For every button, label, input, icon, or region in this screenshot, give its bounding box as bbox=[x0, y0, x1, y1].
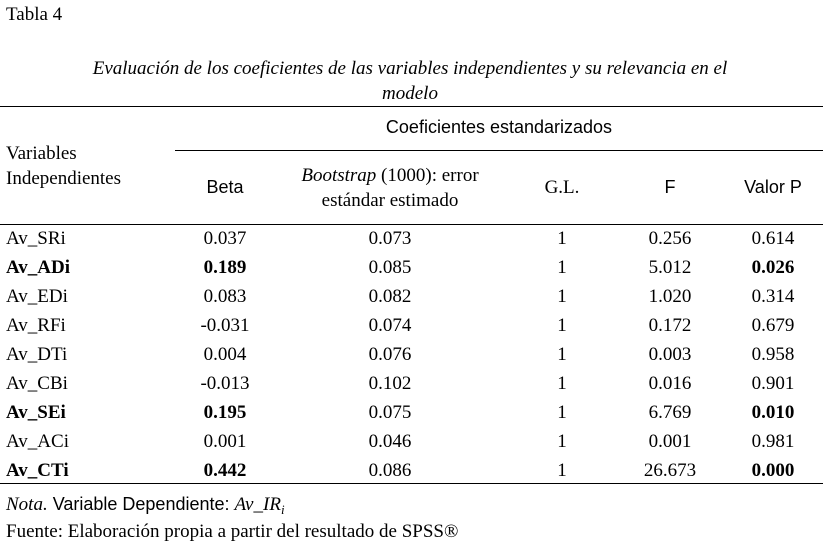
cell-se: 0.102 bbox=[368, 373, 412, 394]
header-bootstrap-rest: (1000): error bbox=[376, 165, 479, 186]
table-row bbox=[0, 458, 823, 487]
cell-beta: 0.195 bbox=[203, 402, 247, 423]
cell-beta: 0.189 bbox=[203, 257, 247, 278]
cell-gl: 1 bbox=[557, 402, 567, 423]
cell-f: 0.016 bbox=[648, 373, 692, 394]
cell-f: 0.172 bbox=[648, 315, 692, 336]
group-rule bbox=[175, 150, 823, 151]
cell-gl: 1 bbox=[557, 373, 567, 394]
cell-f: 26.673 bbox=[643, 460, 697, 481]
caption-line-1: Evaluación de los coeficientes de las variables independientes y su relevancia en el bbox=[92, 58, 728, 79]
cell-beta: 0.001 bbox=[203, 431, 247, 452]
note-label: Nota. bbox=[6, 494, 48, 515]
header-p: Valor P bbox=[744, 177, 802, 197]
table-row bbox=[0, 342, 823, 371]
cell-variable: Av_CBi bbox=[6, 373, 68, 394]
cell-f: 6.769 bbox=[648, 402, 692, 423]
cell-f: 0.001 bbox=[648, 431, 692, 452]
cell-gl: 1 bbox=[557, 460, 567, 481]
cell-se: 0.086 bbox=[368, 460, 412, 481]
cell-se: 0.073 bbox=[368, 228, 412, 249]
cell-f: 0.256 bbox=[648, 228, 692, 249]
cell-se: 0.046 bbox=[368, 431, 412, 452]
cell-se: 0.082 bbox=[368, 286, 412, 307]
note-dependent-variable: Av_IR bbox=[234, 494, 281, 515]
table-row bbox=[0, 284, 823, 313]
cell-beta: 0.442 bbox=[203, 460, 247, 481]
cell-gl: 1 bbox=[557, 257, 567, 278]
cell-f: 0.003 bbox=[648, 344, 692, 365]
cell-variable: Av_CTi bbox=[6, 460, 69, 481]
cell-gl: 1 bbox=[557, 286, 567, 307]
cell-p: 0.314 bbox=[751, 286, 795, 307]
cell-beta: -0.013 bbox=[200, 373, 250, 394]
table-row bbox=[0, 400, 823, 429]
cell-p: 0.010 bbox=[751, 402, 795, 423]
header-bootstrap-line2: estándar estimado bbox=[321, 190, 459, 211]
header-variables-line2: Independientes bbox=[6, 168, 122, 189]
cell-p: 0.901 bbox=[751, 373, 795, 394]
cell-p: 0.026 bbox=[751, 257, 795, 278]
cell-p: 0.614 bbox=[751, 228, 795, 249]
cell-variable: Av_EDi bbox=[6, 286, 68, 307]
cell-gl: 1 bbox=[557, 431, 567, 452]
top-rule bbox=[0, 106, 823, 107]
cell-beta: 0.004 bbox=[203, 344, 247, 365]
cell-p: 0.679 bbox=[751, 315, 795, 336]
caption-line-2: modelo bbox=[382, 83, 438, 104]
table-label: Tabla 4 bbox=[6, 4, 63, 25]
header-bootstrap bbox=[270, 163, 510, 213]
cell-p: 0.000 bbox=[751, 460, 795, 481]
cell-p: 0.958 bbox=[751, 344, 795, 365]
table-row bbox=[0, 371, 823, 400]
header-f: F bbox=[664, 177, 676, 197]
cell-variable: Av_ACi bbox=[6, 431, 69, 452]
table-source: Fuente: Elaboración propia a partir del resultado de SPSS® bbox=[6, 521, 459, 542]
table-row bbox=[0, 429, 823, 458]
table-row bbox=[0, 226, 823, 255]
header-variables bbox=[6, 141, 121, 191]
header-variables-line1: Variables bbox=[6, 143, 77, 164]
cell-beta: -0.031 bbox=[200, 315, 250, 336]
header-bootstrap-italic: Bootstrap bbox=[301, 165, 377, 186]
cell-variable: Av_RFi bbox=[6, 315, 66, 336]
cell-gl: 1 bbox=[557, 228, 567, 249]
table-row bbox=[0, 313, 823, 342]
cell-beta: 0.037 bbox=[203, 228, 247, 249]
header-gl: G.L. bbox=[544, 177, 580, 198]
cell-variable: Av_SEi bbox=[6, 402, 66, 423]
header-bootstrap-line1 bbox=[270, 163, 510, 188]
header-group: Coeficientes estandarizados bbox=[385, 117, 613, 137]
cell-se: 0.085 bbox=[368, 257, 412, 278]
cell-variable: Av_SRi bbox=[6, 228, 66, 249]
cell-gl: 1 bbox=[557, 344, 567, 365]
note-dependent-variable-subscript: i bbox=[280, 502, 285, 517]
cell-variable: Av_DTi bbox=[6, 344, 68, 365]
cell-se: 0.074 bbox=[368, 315, 412, 336]
cell-p: 0.981 bbox=[751, 431, 795, 452]
header-rule bbox=[0, 224, 823, 225]
cell-se: 0.076 bbox=[368, 344, 412, 365]
header-beta: Beta bbox=[206, 177, 244, 197]
cell-gl: 1 bbox=[557, 315, 567, 336]
table-row bbox=[0, 255, 823, 284]
cell-beta: 0.083 bbox=[203, 286, 247, 307]
table-caption bbox=[0, 56, 820, 106]
cell-se: 0.075 bbox=[368, 402, 412, 423]
note-text: Variable Dependiente: bbox=[47, 494, 235, 514]
table-body bbox=[0, 226, 823, 487]
table-note bbox=[6, 494, 285, 518]
cell-variable: Av_ADi bbox=[6, 257, 71, 278]
cell-f: 5.012 bbox=[648, 257, 692, 278]
cell-f: 1.020 bbox=[648, 286, 692, 307]
